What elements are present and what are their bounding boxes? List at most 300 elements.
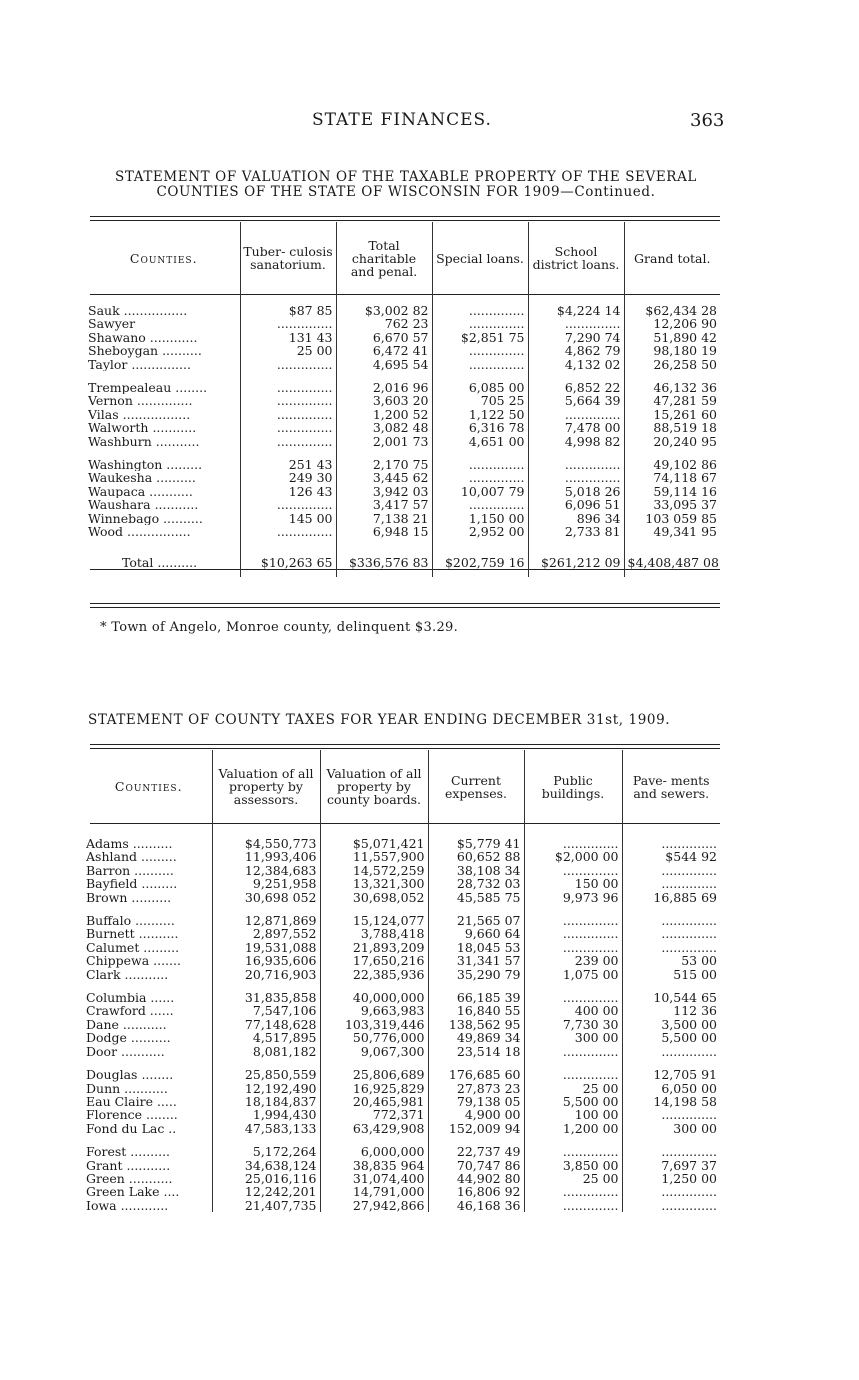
- table-cell: 25 00: [524, 1172, 622, 1185]
- table2-row: [86, 941, 720, 954]
- table-cell: 7,730 30: [524, 1018, 622, 1031]
- table-cell: ..............: [622, 1185, 720, 1198]
- county-name: Green Lake ....: [86, 1185, 180, 1199]
- table1-header-grand-total: Grand total.: [624, 222, 720, 294]
- table-cell: 49,341 95: [624, 525, 720, 538]
- table-cell: 705 25: [432, 394, 528, 407]
- table2-row: [86, 1045, 720, 1058]
- county-name: Door ...........: [86, 1044, 165, 1059]
- table-cell: 152,009 94: [428, 1122, 524, 1135]
- table-cell: 19,531,088: [212, 941, 320, 954]
- table-cell: 1,150 00: [432, 512, 528, 525]
- table-cell: 79,138 05: [428, 1095, 524, 1108]
- county-name: Dunn ...........: [86, 1081, 168, 1095]
- table1-top-rule-2: [90, 220, 720, 221]
- table2-row: [86, 1108, 720, 1121]
- table-cell: ..............: [524, 927, 622, 940]
- table-cell: 1,075 00: [524, 968, 622, 981]
- table-cell: 6,085 00: [432, 381, 528, 394]
- table-cell: 7,290 74: [528, 331, 624, 344]
- table-cell: 3,500 00: [622, 1018, 720, 1031]
- table-cell: 7,697 37: [622, 1159, 720, 1172]
- table-cell: 4,862 79: [528, 344, 624, 357]
- table-cell: 25,016,116: [212, 1172, 320, 1185]
- table-cell: 6,948 15: [336, 525, 432, 538]
- table-cell: 33,095 37: [624, 498, 720, 511]
- table-cell: 46,168 36: [428, 1199, 524, 1212]
- table-cell: 98,180 19: [624, 344, 720, 357]
- table-cell: 2,952 00: [432, 525, 528, 538]
- county-name: Crawford ......: [86, 1004, 174, 1018]
- table-cell: 896 34: [528, 512, 624, 525]
- table-cell: 4,132 02: [528, 358, 624, 371]
- county-name: Douglas ........: [86, 1068, 174, 1082]
- table1-total-cell: $10,263 65: [240, 549, 336, 577]
- running-title: STATE FINANCES.: [312, 110, 492, 130]
- county-name: Dane ...........: [86, 1017, 167, 1032]
- table-cell: 138,562 95: [428, 1018, 524, 1031]
- table-cell: $5,779 41: [428, 837, 524, 850]
- table-cell: 131 43: [240, 331, 336, 344]
- table-cell: 7,138 21: [336, 512, 432, 525]
- table-cell: 40,000,000: [320, 991, 428, 1004]
- table-cell: ..............: [432, 471, 528, 484]
- table-cell: 30,698,052: [320, 891, 428, 904]
- table-cell: 63,429,908: [320, 1122, 428, 1135]
- table-cell: 300 00: [622, 1122, 720, 1135]
- table-cell: ..............: [240, 435, 336, 448]
- table1-bottom-rule-2: [90, 607, 720, 608]
- table-cell: ..............: [240, 358, 336, 371]
- table-cell: 150 00: [524, 877, 622, 890]
- table-cell: 12,206 90: [624, 317, 720, 330]
- table-cell: 27,873 23: [428, 1082, 524, 1095]
- table-cell: ..............: [524, 1045, 622, 1058]
- table1-total-cell: $4,408,487 08: [624, 549, 720, 577]
- county-name: Columbia ......: [86, 991, 175, 1005]
- table1-total-label: Total ..........: [122, 554, 198, 570]
- table1-row: [88, 498, 720, 511]
- table-cell: 21,565 07: [428, 914, 524, 927]
- table-cell: 2,016 96: [336, 381, 432, 394]
- table2-row: [86, 1095, 720, 1108]
- table-cell: 18,184,837: [212, 1095, 320, 1108]
- table-cell: $4,550,773: [212, 837, 320, 850]
- table-cell: 25 00: [240, 344, 336, 357]
- county-name: Waupaca ...........: [88, 484, 193, 499]
- county-name: Bayfield .........: [86, 877, 178, 891]
- county-name: Florence ........: [86, 1108, 178, 1122]
- table-cell: 10,544 65: [622, 991, 720, 1004]
- table2-row: [86, 1068, 720, 1081]
- table-cell: ..............: [524, 991, 622, 1004]
- table-cell: 26,258 50: [624, 358, 720, 371]
- page-number: 363: [690, 110, 725, 131]
- table-cell: ..............: [524, 837, 622, 850]
- table-cell: ..............: [524, 1145, 622, 1158]
- table-cell: $3,002 82: [336, 304, 432, 317]
- table-cell: ..............: [240, 421, 336, 434]
- table-cell: 6,316 78: [432, 421, 528, 434]
- table-cell: 9,663,983: [320, 1004, 428, 1017]
- row-spacer: [86, 1135, 720, 1145]
- county-name: Winnebago ..........: [88, 511, 203, 526]
- table-cell: 53 00: [622, 954, 720, 967]
- table-cell: 300 00: [524, 1031, 622, 1044]
- county-name: Iowa ............: [86, 1198, 169, 1213]
- table2-top-rule: [90, 744, 720, 745]
- county-name: Chippewa .......: [86, 954, 181, 968]
- table-cell: 251 43: [240, 458, 336, 471]
- table-cell: 13,321,300: [320, 877, 428, 890]
- table1-header-special-loans: Special loans.: [432, 222, 528, 294]
- table-cell: ..............: [622, 1045, 720, 1058]
- table-cell: 2,170 75: [336, 458, 432, 471]
- table-cell: 400 00: [524, 1004, 622, 1017]
- table-cell: 12,705 91: [622, 1068, 720, 1081]
- table-cell: 16,925,829: [320, 1082, 428, 1095]
- row-spacer: [86, 981, 720, 991]
- table1-total-cell: $336,576 83: [336, 549, 432, 577]
- table-cell: 7,547,106: [212, 1004, 320, 1017]
- table-cell: 5,664 39: [528, 394, 624, 407]
- table-cell: ..............: [432, 498, 528, 511]
- county-name: Vernon ..............: [88, 394, 193, 408]
- table-cell: ..............: [622, 941, 720, 954]
- table1-row: [88, 331, 720, 344]
- table-cell: 20,240 95: [624, 435, 720, 448]
- table2-row: [86, 877, 720, 890]
- table2-row: [86, 1082, 720, 1095]
- table-cell: ..............: [528, 408, 624, 421]
- county-name: Ashland .........: [86, 850, 177, 864]
- table-cell: ..............: [622, 914, 720, 927]
- table-cell: 4,900 00: [428, 1108, 524, 1121]
- table2-header-current-expenses: Current expenses.: [428, 750, 524, 823]
- table-cell: 30,698 052: [212, 891, 320, 904]
- table-cell: 88,519 18: [624, 421, 720, 434]
- table-cell: 112 36: [622, 1004, 720, 1017]
- table-cell: ..............: [622, 1108, 720, 1121]
- table-cell: ..............: [528, 471, 624, 484]
- table-cell: 60,652 88: [428, 850, 524, 863]
- table-cell: 31,835,858: [212, 991, 320, 1004]
- row-spacer: [86, 904, 720, 914]
- table-cell: 12,242,201: [212, 1185, 320, 1198]
- county-name: Adams ..........: [86, 837, 173, 851]
- table-cell: 25,806,689: [320, 1068, 428, 1081]
- table2-row: [86, 968, 720, 981]
- table-cell: 2,733 81: [528, 525, 624, 538]
- table-cell: ..............: [432, 344, 528, 357]
- table-cell: $87 85: [240, 304, 336, 317]
- county-name: Brown ..........: [86, 890, 172, 905]
- table-cell: 21,893,209: [320, 941, 428, 954]
- table-cell: 9,251,958: [212, 877, 320, 890]
- table-cell: 38,835 964: [320, 1159, 428, 1172]
- table1-header-charitable: Total charitable and penal.: [336, 222, 432, 294]
- table2-row: [86, 1004, 720, 1017]
- table2-row: [86, 1031, 720, 1044]
- table-cell: ..............: [622, 1199, 720, 1212]
- table-cell: 6,000,000: [320, 1145, 428, 1158]
- table1-caption-line1: STATEMENT OF VALUATION OF THE TAXABLE PROPERTY OF THE SEVERAL: [115, 169, 697, 185]
- table1-row: [88, 304, 720, 317]
- county-name: Washington .........: [88, 458, 203, 472]
- table-cell: 6,472 41: [336, 344, 432, 357]
- table-cell: 49,102 86: [624, 458, 720, 471]
- table-cell: 12,192,490: [212, 1082, 320, 1095]
- table2-row: [86, 914, 720, 927]
- table-cell: 9,660 64: [428, 927, 524, 940]
- table-cell: 3,082 48: [336, 421, 432, 434]
- table-cell: ..............: [432, 458, 528, 471]
- table1-row: [88, 485, 720, 498]
- row-spacer: [86, 1058, 720, 1068]
- county-name: Sauk ................: [88, 304, 188, 318]
- table-cell: 3,788,418: [320, 927, 428, 940]
- county-name: Sawyer: [88, 317, 136, 331]
- table-cell: 18,045 53: [428, 941, 524, 954]
- table-cell: 25 00: [524, 1082, 622, 1095]
- table1-row: [88, 458, 720, 471]
- table2-header-pavements: Pave- ments and sewers.: [622, 750, 720, 823]
- table-cell: 6,852 22: [528, 381, 624, 394]
- table-cell: 8,081,182: [212, 1045, 320, 1058]
- footnote: * Town of Angelo, Monroe county, delinquent $3.29.: [100, 620, 459, 635]
- table-cell: 21,407,735: [212, 1199, 320, 1212]
- table-cell: 77,148,628: [212, 1018, 320, 1031]
- table-cell: 38,108 34: [428, 864, 524, 877]
- table-cell: 14,572,259: [320, 864, 428, 877]
- table-cell: 9,973 96: [524, 891, 622, 904]
- row-spacer: [88, 448, 720, 458]
- table-cell: 23,514 18: [428, 1045, 524, 1058]
- table-cell: 47,583,133: [212, 1122, 320, 1135]
- table2-header-county-boards: Valuation of all property by county boards.: [320, 750, 428, 823]
- table-cell: 3,417 57: [336, 498, 432, 511]
- table2-row: [86, 927, 720, 940]
- table1-row: [88, 525, 720, 538]
- table-cell: ..............: [240, 394, 336, 407]
- table2-row: [86, 991, 720, 1004]
- table-cell: 46,132 36: [624, 381, 720, 394]
- table-cell: 6,096 51: [528, 498, 624, 511]
- table-cell: 3,850 00: [524, 1159, 622, 1172]
- table-cell: 103,319,446: [320, 1018, 428, 1031]
- table-cell: 20,716,903: [212, 968, 320, 981]
- table1-body: [88, 304, 720, 539]
- table-cell: 20,465,981: [320, 1095, 428, 1108]
- table1-bottom-rule: [90, 603, 720, 604]
- table-cell: 249 30: [240, 471, 336, 484]
- county-name: Dodge ..........: [86, 1031, 171, 1045]
- table-cell: 70,747 86: [428, 1159, 524, 1172]
- table1-header-tuberculosis: Tuber- culosis sanatorium.: [240, 222, 336, 294]
- table-cell: 126 43: [240, 485, 336, 498]
- table-cell: 49,869 34: [428, 1031, 524, 1044]
- table1-row: [88, 344, 720, 357]
- table1-row: [88, 421, 720, 434]
- table-cell: 31,341 57: [428, 954, 524, 967]
- table-cell: 1,994,430: [212, 1108, 320, 1121]
- table-cell: ..............: [432, 358, 528, 371]
- table-cell: 15,261 60: [624, 408, 720, 421]
- table-cell: ..............: [524, 1068, 622, 1081]
- table-cell: 16,806 92: [428, 1185, 524, 1198]
- county-name: Walworth ...........: [88, 421, 197, 435]
- table-cell: 239 00: [524, 954, 622, 967]
- table1-total-cell: $261,212 09: [528, 549, 624, 577]
- table-cell: ..............: [524, 914, 622, 927]
- table-cell: $4,224 14: [528, 304, 624, 317]
- table-cell: 176,685 60: [428, 1068, 524, 1081]
- county-name: Trempealeau ........: [88, 381, 208, 395]
- table-cell: ..............: [524, 1199, 622, 1212]
- table-cell: 1,200 00: [524, 1122, 622, 1135]
- table-cell: 11,993,406: [212, 850, 320, 863]
- table-cell: 2,897,552: [212, 927, 320, 940]
- table-cell: 17,650,216: [320, 954, 428, 967]
- table-cell: 27,942,866: [320, 1199, 428, 1212]
- table-cell: 145 00: [240, 512, 336, 525]
- table-cell: 6,670 57: [336, 331, 432, 344]
- table-cell: 515 00: [622, 968, 720, 981]
- table1: [88, 222, 720, 577]
- table-cell: ..............: [432, 304, 528, 317]
- table-cell: 6,050 00: [622, 1082, 720, 1095]
- table1-row: [88, 358, 720, 371]
- table2-row: [86, 1018, 720, 1031]
- table-cell: 59,114 16: [624, 485, 720, 498]
- table-cell: 4,517,895: [212, 1031, 320, 1044]
- table2-body: [86, 837, 720, 1212]
- table-cell: ..............: [622, 927, 720, 940]
- table-cell: ..............: [240, 498, 336, 511]
- table-cell: ..............: [528, 458, 624, 471]
- table1-top-rule: [90, 216, 720, 217]
- table-cell: ..............: [240, 317, 336, 330]
- county-name: Calumet .........: [86, 940, 180, 955]
- table-cell: 25,850,559: [212, 1068, 320, 1081]
- county-name: Forest ..........: [86, 1145, 171, 1159]
- county-name: Grant ...........: [86, 1158, 171, 1172]
- table-cell: 10,007 79: [432, 485, 528, 498]
- county-name: Shawano ............: [88, 330, 198, 345]
- table-cell: 22,737 49: [428, 1145, 524, 1158]
- table2-row: [86, 1145, 720, 1158]
- table-cell: 4,651 00: [432, 435, 528, 448]
- table-cell: 100 00: [524, 1108, 622, 1121]
- table1-row: [88, 408, 720, 421]
- county-name: Fond du Lac ..: [86, 1121, 177, 1136]
- table-cell: ..............: [622, 837, 720, 850]
- table1-total-cell: $202,759 16: [432, 549, 528, 577]
- table1-row: [88, 381, 720, 394]
- county-name: Waukesha ..........: [88, 471, 196, 485]
- table1-row: [88, 512, 720, 525]
- table-cell: 3,603 20: [336, 394, 432, 407]
- county-name: Barron ..........: [86, 863, 174, 878]
- table-cell: 5,172,264: [212, 1145, 320, 1158]
- table-cell: 16,935,606: [212, 954, 320, 967]
- county-name: Waushara ...........: [88, 498, 199, 512]
- table-cell: 15,124,077: [320, 914, 428, 927]
- county-name: Buffalo ..........: [86, 914, 175, 928]
- table-cell: 66,185 39: [428, 991, 524, 1004]
- table2-row: [86, 850, 720, 863]
- table-cell: ..............: [240, 381, 336, 394]
- table-cell: ..............: [524, 864, 622, 877]
- table2-row: [86, 864, 720, 877]
- table-cell: 5,500 00: [622, 1031, 720, 1044]
- table1-header-school-loans: School district loans.: [528, 222, 624, 294]
- table2-top-rule-2: [90, 748, 720, 749]
- table2-caption: STATEMENT OF COUNTY TAXES FOR YEAR ENDING DECEMBER 31st, 1909.: [88, 712, 671, 728]
- table1-row: [88, 435, 720, 448]
- table2-row: [86, 891, 720, 904]
- table-cell: 31,074,400: [320, 1172, 428, 1185]
- county-name: Sheboygan ..........: [88, 344, 202, 358]
- table-cell: 2,001 73: [336, 435, 432, 448]
- county-name: Burnett ..........: [86, 927, 179, 941]
- table2-row: [86, 954, 720, 967]
- table-cell: ..............: [240, 525, 336, 538]
- table-cell: 1,200 52: [336, 408, 432, 421]
- table-cell: ..............: [622, 864, 720, 877]
- table-cell: 50,776,000: [320, 1031, 428, 1044]
- county-name: Taylor ...............: [88, 357, 191, 372]
- county-name: Vilas .................: [88, 407, 191, 422]
- table2-row: [86, 837, 720, 850]
- table-cell: 9,067,300: [320, 1045, 428, 1058]
- table-cell: 1,122 50: [432, 408, 528, 421]
- table1-row: [88, 471, 720, 484]
- table-cell: ..............: [622, 1145, 720, 1158]
- table-cell: 14,791,000: [320, 1185, 428, 1198]
- table-cell: $2,851 75: [432, 331, 528, 344]
- table-cell: 74,118 67: [624, 471, 720, 484]
- table-cell: $2,000 00: [524, 850, 622, 863]
- table-cell: $544 92: [622, 850, 720, 863]
- table1-header-counties: Counties.: [129, 250, 198, 266]
- county-name: Wood ................: [88, 525, 191, 539]
- table1-caption-line2: COUNTIES OF THE STATE OF WISCONSIN FOR 1909—Continued.: [156, 184, 656, 200]
- table2-header-counties: Counties.: [114, 779, 183, 794]
- table2-header-public-buildings: Public buildings.: [524, 750, 622, 823]
- table-cell: 3,942 03: [336, 485, 432, 498]
- table-cell: 4,998 82: [528, 435, 624, 448]
- table-cell: 772,371: [320, 1108, 428, 1121]
- table-cell: 16,885 69: [622, 891, 720, 904]
- county-name: Washburn ...........: [88, 434, 200, 449]
- table-cell: 35,290 79: [428, 968, 524, 981]
- table-cell: $5,071,421: [320, 837, 428, 850]
- table-cell: 47,281 59: [624, 394, 720, 407]
- table-cell: ..............: [524, 1185, 622, 1198]
- table2-row: [86, 1172, 720, 1185]
- table1-row: [88, 394, 720, 407]
- table-cell: 12,871,869: [212, 914, 320, 927]
- table-cell: 51,890 42: [624, 331, 720, 344]
- table-cell: ..............: [528, 317, 624, 330]
- row-spacer: [88, 371, 720, 381]
- table-cell: 5,500 00: [524, 1095, 622, 1108]
- table-cell: 44,902 80: [428, 1172, 524, 1185]
- table-cell: 12,384,683: [212, 864, 320, 877]
- table2-row: [86, 1159, 720, 1172]
- county-name: Clark ...........: [86, 967, 169, 982]
